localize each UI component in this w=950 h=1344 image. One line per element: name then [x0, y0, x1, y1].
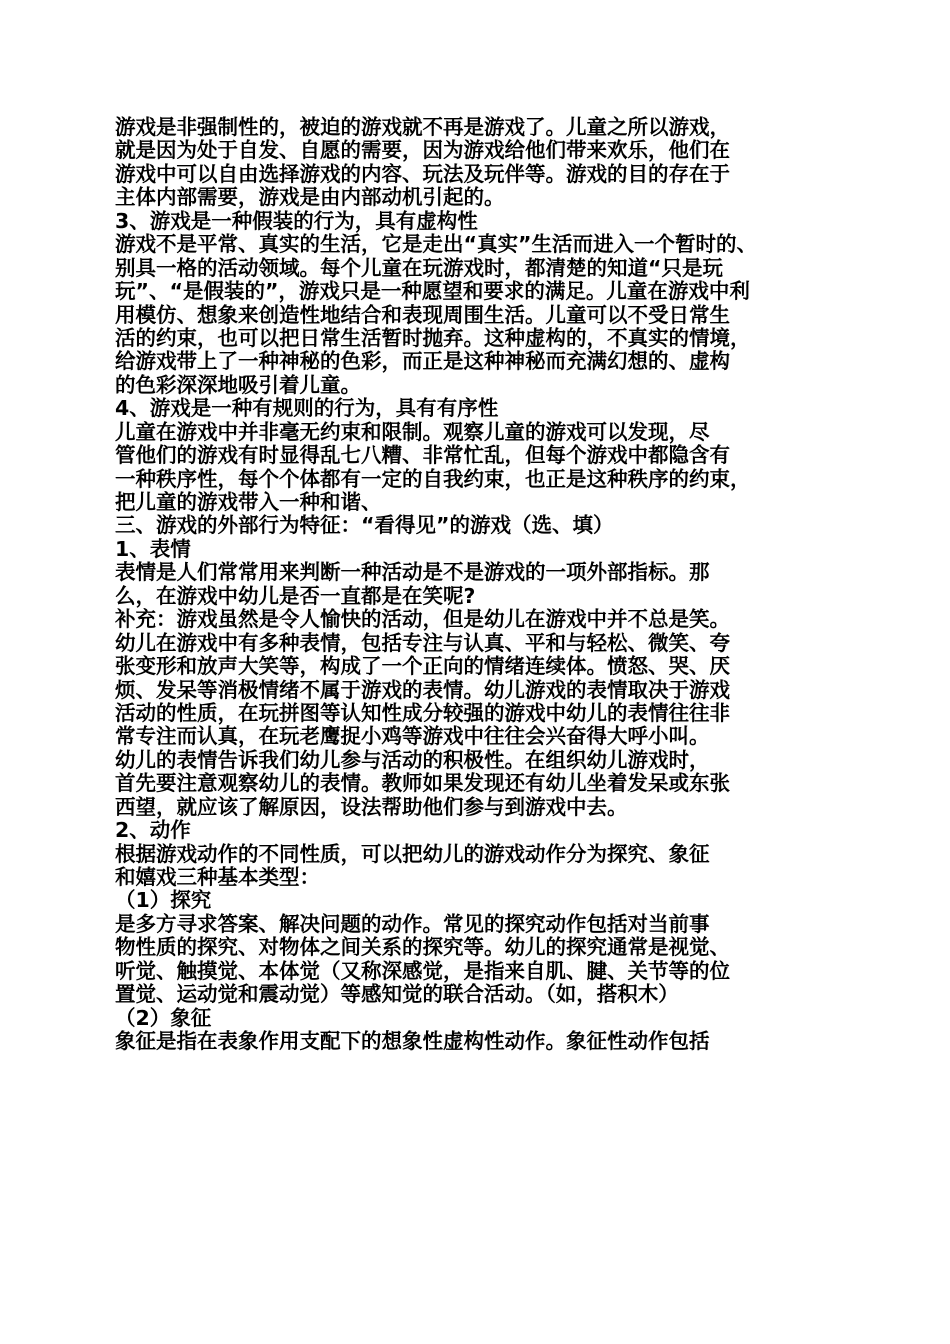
text-line: 儿童在游戏中并非毫无约束和限制。观察儿童的游戏可以发现，尽 [115, 419, 710, 444]
text-line: 象征是指在表象作用支配下的想象性虚构性动作。象征性动作包括 [115, 1029, 710, 1054]
section-heading: 4、游戏是一种有规则的行为，具有有序性 [115, 396, 499, 421]
text-line: 管他们的游戏有时显得乱七八糟、非常忙乱，但每个游戏中都隐含有 [115, 443, 730, 468]
text-line: 一种秩序性，每个个体都有一定的自我约束，也正是这种秩序的约束， [115, 466, 751, 491]
section-heading: 三、游戏的外部行为特征：“看得见”的游戏（选、填） [115, 513, 614, 538]
text-line: 活动的性质，在玩拼图等认知性成分较强的游戏中幼儿的表情往往非 [115, 700, 730, 725]
text-line: 西望，就应该了解原因，设法帮助他们参与到游戏中去。 [115, 794, 628, 819]
text-line: 是多方寻求答案、解决问题的动作。常见的探究动作包括对当前事 [115, 911, 710, 936]
text-line: 和嬉戏三种基本类型： [115, 865, 320, 889]
text-line: 用模仿、想象来创造性地结合和表现周围生活。儿童可以不受日常生 [115, 302, 730, 327]
section-heading: 3、游戏是一种假装的行为，具有虚构性 [115, 208, 478, 233]
text-line: 玩”、“是假装的”，游戏只是一种愿望和要求的满足。儿童在游戏中利 [115, 279, 750, 304]
text-line: 主体内部需要，游戏是由内部动机引起的。 [115, 185, 505, 210]
section-heading: 2、动作 [115, 818, 191, 843]
text-line: 根据游戏动作的不同性质，可以把幼儿的游戏动作分为探究、象征 [115, 841, 710, 866]
text-line: 补充：游戏虽然是令人愉快的活动，但是幼儿在游戏中并不总是笑。 [115, 607, 730, 632]
text-line: 把儿童的游戏带入一种和谐、 [115, 490, 382, 514]
text-line: 表情是人们常常用来判断一种活动是不是游戏的一项外部指标。那 [115, 560, 710, 585]
text-line: 听觉、触摸觉、本体觉（又称深感觉，是指来自肌、腱、关节等的位 [115, 958, 730, 983]
section-heading: （2）象征 [115, 1005, 212, 1030]
text-line: 活的约束，也可以把日常生活暂时抛弃。这种虚构的，不真实的情境， [115, 325, 751, 350]
text-line: 么，在游戏中幼儿是否一直都是在笑呢? [115, 583, 476, 608]
text-line: 就是因为处于自发、自愿的需要，因为游戏给他们带来欢乐，他们在 [115, 138, 730, 163]
text-line: 游戏中可以自由选择游戏的内容、玩法及玩伴等。游戏的目的存在于 [115, 161, 730, 186]
section-heading: （1）探究 [115, 888, 212, 913]
text-line: 别具一格的活动领域。每个儿童在玩游戏时，都清楚的知道“只是玩 [115, 255, 723, 280]
text-line: 首先要注意观察幼儿的表情。教师如果发现还有幼儿坐着发呆或东张 [115, 771, 730, 796]
document-page [115, 116, 839, 1054]
text-line: 常专注而认真，在玩老鹰捉小鸡等游戏中往往会兴奋得大呼小叫。 [115, 724, 710, 749]
text-line: 幼儿在游戏中有多种表情，包括专注与认真、平和与轻松、微笑、夸 [115, 630, 730, 655]
text-line: 游戏不是平常、真实的生活，它是走出“真实”生活而进入一个暂时的、 [115, 232, 757, 257]
text-line: 物性质的探究、对物体之间关系的探究等。幼儿的探究通常是视觉、 [115, 935, 730, 960]
text-line: 张变形和放声大笑等，构成了一个正向的情绪连续体。愤怒、哭、厌 [115, 654, 730, 679]
text-line: 幼儿的表情告诉我们幼儿参与活动的积极性。在组织幼儿游戏时， [115, 747, 710, 772]
text-line: 置觉、运动觉和震动觉）等感知觉的联合活动。（如，搭积木） [115, 982, 679, 1007]
text-line: 的色彩深深地吸引着儿童。 [115, 372, 361, 397]
text-line: 给游戏带上了一种神秘的色彩，而正是这种神秘而充满幻想的、虚构 [115, 349, 730, 374]
text-line: 烦、发呆等消极情绪不属于游戏的表情。幼儿游戏的表情取决于游戏 [115, 677, 730, 702]
section-heading: 1、表情 [115, 536, 191, 561]
text-line: 游戏是非强制性的，被迫的游戏就不再是游戏了。儿童之所以游戏， [115, 115, 730, 139]
